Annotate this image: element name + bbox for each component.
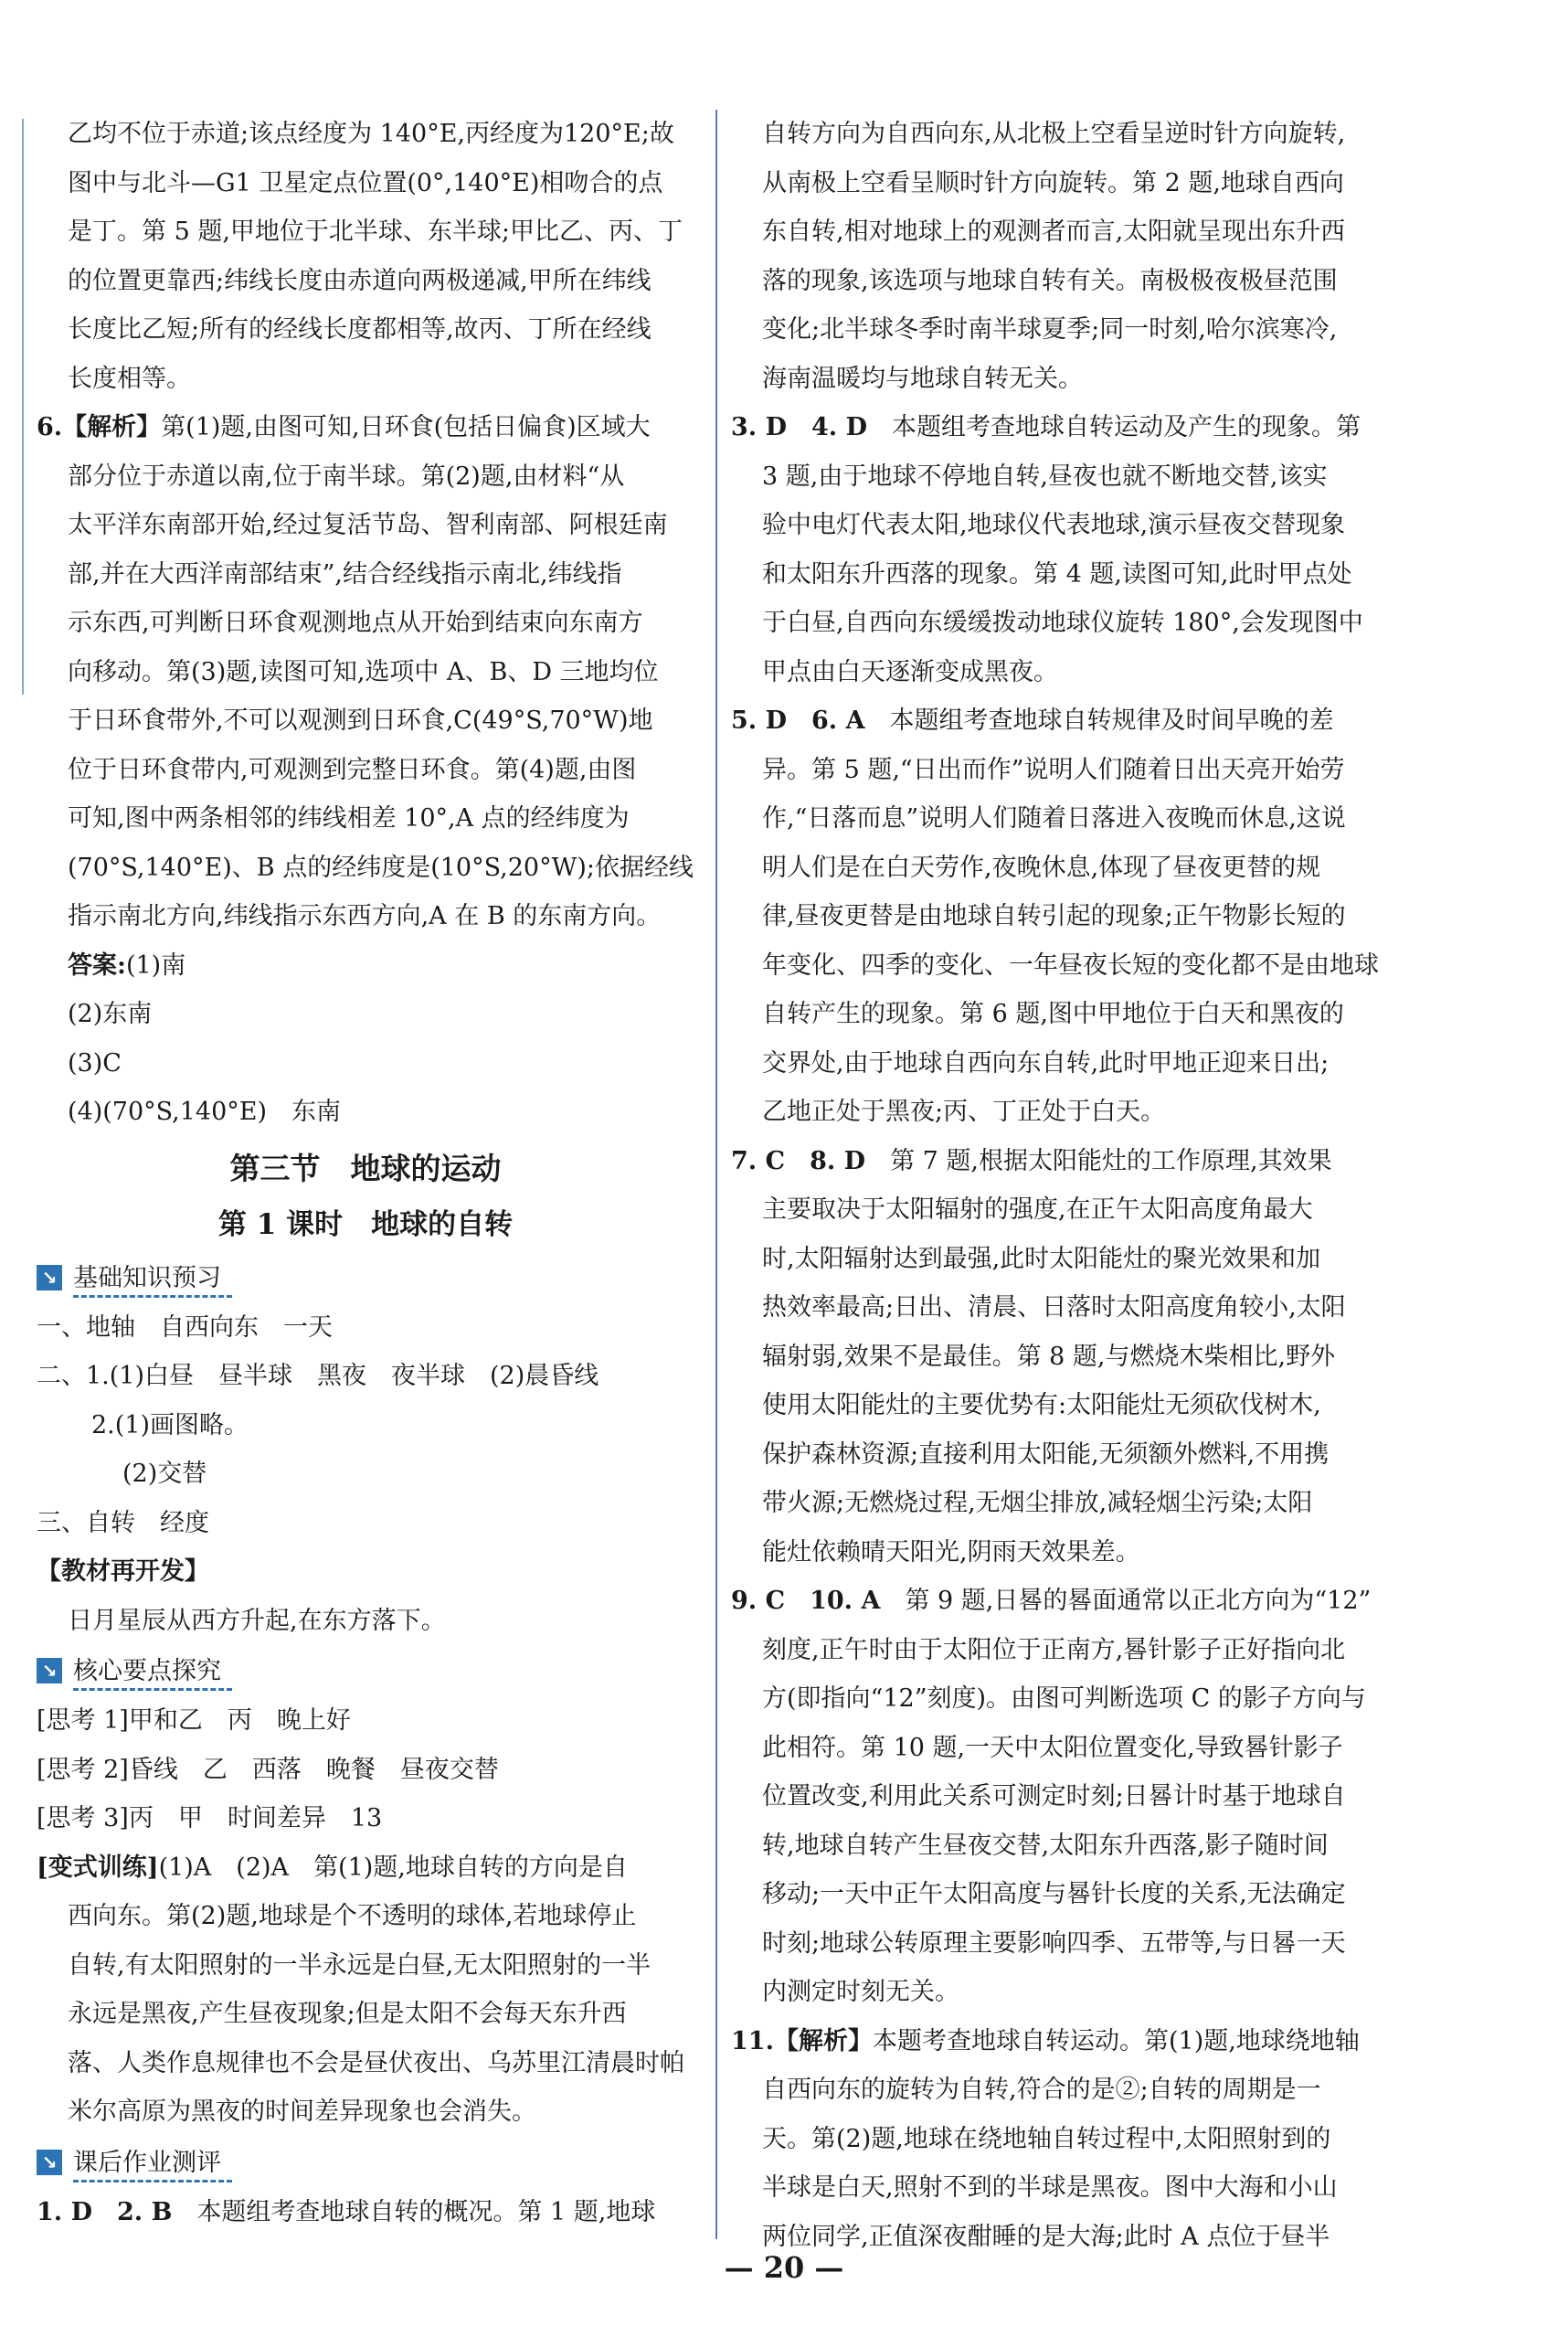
column-divider [715,110,717,2239]
text-line: 可知,图中两条相邻的纬线相差 10°,A 点的经纬度为 [68,804,630,833]
explanation-text: 本题考查地球自转运动。第(1)题,地球绕地轴 [872,2026,1360,2055]
explanation-text: 第 9 题,日晷的晷面通常以正北方向为“12” [880,1587,1372,1615]
text-line: 半球是白天,照射不到的半球是黑夜。图中大海和小山 [762,2173,1338,2202]
text-line: 部分位于赤道以南,位于南半球。第(2)题,由材料“从 [68,462,625,491]
answer-text: (1)南 [125,951,186,980]
text-line: 的位置更靠西;纬线长度由赤道向两极递减,甲所在纬线 [68,266,652,295]
text-line: 异。第 5 题,“日出而作”说明人们随着日出天亮开始劳 [762,755,1345,784]
section-title: 核心要点探究 [73,1651,232,1691]
text-line: 3 题,由于地球不停地自转,昼夜也就不断地交替,该实 [762,462,1328,491]
answer-key: 3. D 4. D [731,413,868,441]
text-line: 长度相等。 [68,364,191,393]
section-homework-header [37,2139,694,2186]
answer-key: 1. D 2. B [37,2197,173,2226]
text-line: 时,太阳辐射达到最强,此时太阳能灶的聚光效果和加 [762,1244,1321,1273]
text-line: 于日环食带外,不可以观测到日环食,C(49°S,70°W)地 [68,706,653,735]
think-text: 甲和乙 丙 晚上好 [128,1706,351,1735]
text-line: 热效率最高;日出、清晨、日落时太阳高度角较小,太阳 [762,1293,1346,1322]
variant-label: [变式训练] [37,1853,159,1882]
think-label: [思考 3] [37,1804,129,1832]
text-line: 作,“日落而息”说明人们随着日落进入夜晚而休息,这说 [762,804,1346,833]
q11-first-line [731,2017,1393,2066]
text-line: 从南极上空看呈顺时针方向旋转。第 2 题,地球自西向 [762,168,1344,197]
think-line [37,1696,694,1746]
q56-first-line [731,696,1393,746]
text-line: 于白昼,自西向东缓缓拨动地球仪旋转 180°,会发现图中 [762,609,1363,637]
q6-first-line [37,403,694,452]
variant-text: (1)A (2)A 第(1)题,地球自转的方向是自 [158,1853,628,1882]
text-line: 米尔高原为黑夜的时间差异现象也会消失。 [68,2098,536,2126]
answer-label: 答案: [68,951,126,980]
think-text: 丙 甲 时间差异 13 [128,1804,383,1832]
section-heading: 第三节 地球的运动 [229,1150,502,1186]
text-line: 两位同学,正值深夜酣睡的是大海;此时 A 点位于昼半 [762,2222,1330,2251]
explanation-text: 本题组考查地球自转的概况。第 1 题,地球 [172,2197,656,2226]
explanation-text: 本题组考查地球自转运动及产生的现象。第 [867,413,1361,441]
text-line: 移动;一天中正午太阳高度与晷针长度的关系,无法确定 [762,1880,1346,1908]
text-line: (70°S,140°E)、B 点的经纬度是(10°S,20°W);依据经线 [68,853,694,882]
text-line: 部,并在大西洋南部结束”,结合经线指示南北,纬线指 [68,559,622,589]
text-line: 带火源;无燃烧过程,无烟尘排放,减轻烟尘污染;太阳 [762,1489,1313,1517]
text-line: 时刻;地球公转原理主要影响四季、五带等,与日晷一天 [762,1928,1346,1958]
text-line: 是丁。第 5 题,甲地位于北半球、东半球;甲比乙、丙、丁 [68,218,683,246]
text-line: 年变化、四季的变化、一年昼夜长短的变化都不是由地球 [762,951,1379,980]
answer-line: (3)C [68,1048,122,1078]
q78-first-line [731,1137,1393,1186]
q6-first-text: 第(1)题,由图可知,日环食(包括日偏食)区域大 [161,413,651,441]
lesson-heading: 第 1 课时 地球的自转 [217,1207,514,1241]
text-line: 能灶依赖晴天阳光,阴雨天效果差。 [762,1537,1140,1567]
text-line: 落的现象,该选项与地球自转有关。南极极夜极昼范围 [762,266,1338,295]
text-line: 自转,有太阳照射的一半永远是白昼,无太阳照射的一半 [68,1950,652,1980]
text-line: 三、自转 经度 [37,1508,209,1537]
text-line: 图中与北斗—G1 卫星定点位置(0°,140°E)相吻合的点 [68,168,663,197]
text-line: (2)交替 [122,1460,207,1488]
q910-first-line [731,1577,1393,1626]
textbook-text: 日月星辰从西方升起,在东方落下。 [68,1606,446,1635]
answer-key: 11.【解析】 [731,2026,873,2055]
right-column [731,110,1393,2261]
text-line: 自转产生的现象。第 6 题,图中甲地位于白天和黑夜的 [762,1000,1344,1028]
text-line: 自西向东的旋转为自转,符合的是②;自转的周期是一 [762,2076,1321,2104]
page-number: — 20 — [724,2250,844,2285]
text-line: 方(即指向“12”刻度)。由图可判断选项 C 的影子方向与 [762,1684,1366,1713]
question-6-block [37,403,694,1137]
text-line: 西向东。第(2)题,地球是个不透明的球体,若地球停止 [68,1902,637,1930]
text-line: 位于日环食带内,可观测到完整日环食。第(4)题,由图 [68,755,637,784]
left-column [37,110,694,2236]
text-line: 使用太阳能灶的主要优势有:太阳能灶无须砍伐树木, [762,1391,1321,1419]
left-margin-rule [22,119,24,695]
text-line: 主要取决于太阳辐射的强度,在正午太阳高度角最大 [762,1195,1313,1224]
answer-key: 5. D 6. A [731,706,865,735]
textbook-label: 【教材再开发】 [37,1557,209,1586]
text-line: 明人们是在白天劳作,夜晚休息,体现了昼夜更替的规 [762,853,1321,882]
answer-key: 7. C 8. D [731,1146,866,1175]
arrow-icon: ↘ [37,1658,62,1683]
text-line: 海南温暖均与地球自转无关。 [762,364,1083,393]
text-line: 乙均不位于赤道;该点经度为 140°E,丙经度为120°E;故 [68,120,674,148]
text-line: 天。第(2)题,地球在绕地轴自转过程中,太阳照射到的 [762,2124,1331,2153]
text-line: 此相符。第 10 题,一天中太阳位置变化,导致晷针影子 [762,1733,1343,1762]
text-line: 自转方向为自西向东,从北极上空看呈逆时针方向旋转, [762,120,1346,148]
text-line: 和太阳东升西落的现象。第 4 题,读图可知,此时甲点处 [762,559,1352,589]
text-line: 指示南北方向,纬线指示东西方向,A 在 B 的东南方向。 [68,902,662,930]
answer-line: (4)(70°S,140°E) 东南 [68,1098,342,1126]
text-line: 律,昼夜更替是由地球自转引起的现象;正午物影长短的 [762,902,1346,930]
section-basic-preview-header [37,1254,694,1301]
arrow-icon: ↘ [37,2150,62,2175]
arrow-icon: ↘ [37,1265,62,1290]
think-label: [思考 2] [37,1755,129,1784]
text-line: 东自转,相对地球上的观测者而言,太阳就呈现出东升西 [762,218,1346,246]
text-line: 辐射弱,效果不是最佳。第 8 题,与燃烧木柴相比,野外 [762,1342,1336,1371]
answer-key: 9. C 10. A [731,1587,881,1615]
text-line: 向移动。第(3)题,读图可知,选项中 A、B、D 三地均位 [68,657,659,686]
explanation-text: 第 7 题,根据太阳能灶的工作原理,其效果 [865,1146,1332,1175]
text-line: 内测定时刻无关。 [762,1978,959,2006]
q12-first-line [37,2188,694,2237]
think-line [37,1794,694,1843]
text-line: 验中电灯代表太阳,地球仪代表地球,演示昼夜交替现象 [762,511,1346,539]
text-line: 示东西,可判断日环食观测地点从开始到结束向东南方 [68,609,643,637]
text-line: 变化;北半球冬季时南半球夏季;同一时刻,哈尔滨寒冷, [762,315,1338,344]
explanation-text: 本题组考查地球自转规律及时间早晚的差 [864,706,1334,735]
think-line [37,1746,694,1795]
text-line: 位置改变,利用此关系可测定时刻;日晷计时基于地球自 [762,1782,1346,1811]
left-top-block [37,110,694,403]
q34-first-line [731,403,1393,452]
text-line: 甲点由白天逐渐变成黑夜。 [762,657,1058,686]
text-line: 刻度,正午时由于太阳位于正南方,晷针影子正好指向北 [762,1635,1346,1664]
section-title: 课后作业测评 [73,2142,232,2183]
section-title: 基础知识预习 [73,1258,232,1298]
text-line: 太平洋东南部开始,经过复活节岛、智利南部、阿根廷南 [68,511,668,539]
answer-line: (2)东南 [68,1000,153,1028]
text-line: 落、人类作息规律也不会是昼伏夜出、乌苏里江清晨时帕 [68,2048,684,2077]
q6-label: 6.【解析】 [37,413,162,441]
think-label: [思考 1] [37,1706,129,1735]
text-line: 转,地球自转产生昼夜交替,太阳东升西落,影子随时间 [762,1831,1329,1860]
variant-first-line [37,1843,694,1893]
section-core-points-header [37,1647,694,1694]
text-line: 乙地正处于黑夜;丙、丁正处于白天。 [762,1098,1166,1126]
think-text: 昏线 乙 西落 晚餐 昼夜交替 [128,1755,499,1784]
text-line: 长度比乙短;所有的经线长度都相等,故丙、丁所在经线 [68,315,652,344]
text-line: 二、1.(1)白昼 昼半球 黑夜 夜半球 (2)晨昏线 [37,1362,599,1390]
text-line: 永远是黑夜,产生昼夜现象;但是太阳不会每天东升西 [68,2000,627,2028]
text-line: 交界处,由于地球自西向东自转,此时甲地正迎来日出; [762,1048,1330,1078]
text-line: 一、地轴 自西向东 一天 [37,1312,333,1342]
text-line: 2.(1)画图略。 [91,1410,249,1439]
text-line: 保护森林资源;直接利用太阳能,无须额外燃料,不用携 [762,1439,1330,1469]
q6-answer-line [37,941,694,991]
